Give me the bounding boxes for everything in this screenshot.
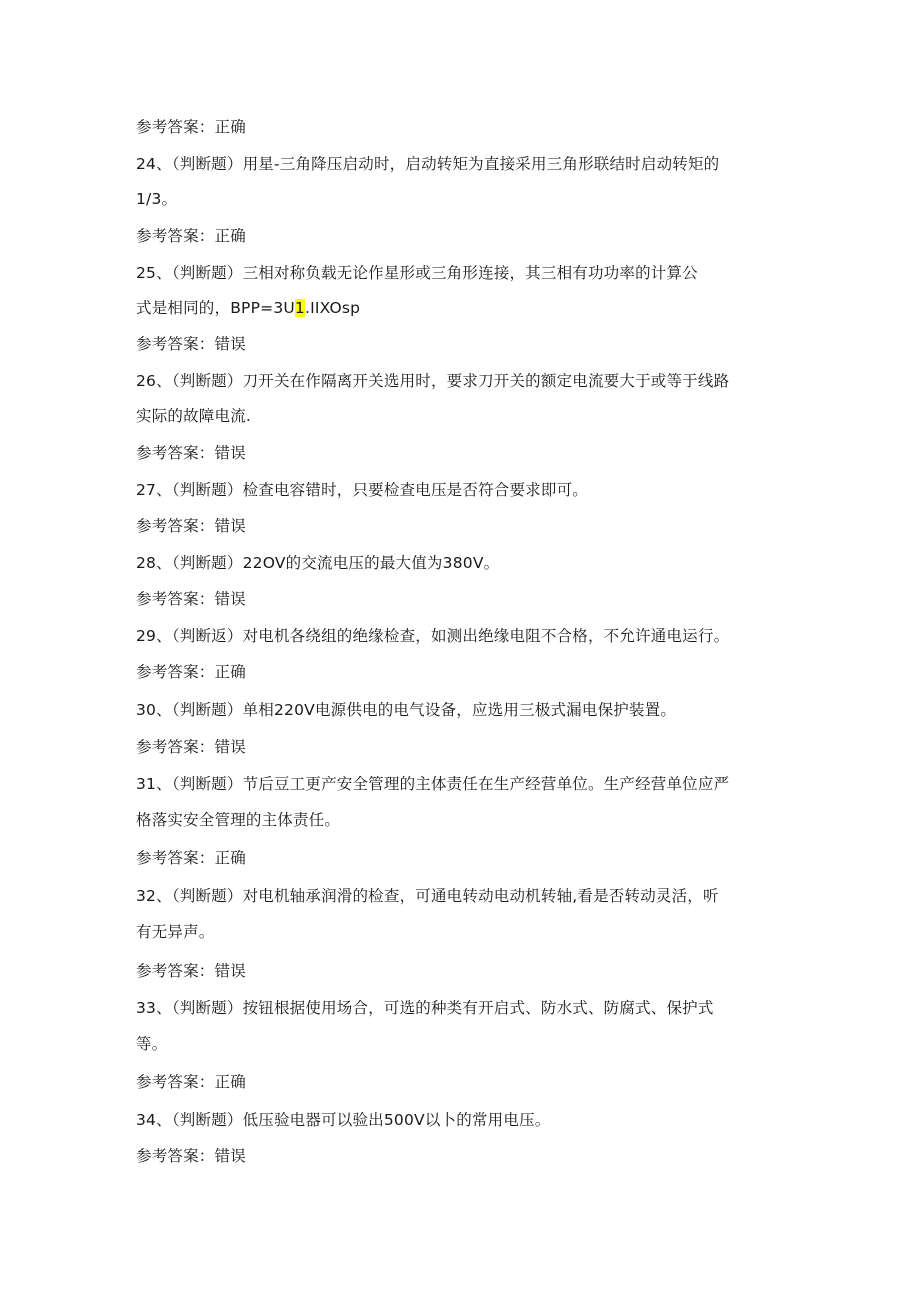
question-32-line-1: 32、（判断题）对电机轴承润滑的检查，可通电转动电动机转轴,看是否转动灵活，听 — [136, 887, 719, 905]
question-26-line-2: 实际的故障电流. — [136, 407, 252, 425]
question-31-line-2: 格落实安全管理的主体责任。 — [136, 811, 341, 829]
question-30-line-1: 30、（判断题）单相220V电源供电的电气设备，应选用三极式漏电保护装置。 — [136, 701, 677, 719]
question-25-line-1: 25、（判断题）三相对称负载无论作星形或三角形连接，其三相有功功率的计算公 — [136, 264, 698, 282]
question-27-line-1: 27、（判断题）检查电容错时，只要检查电压是否符合要求即可。 — [136, 481, 588, 499]
answer-29: 参考答案：正确 — [136, 663, 246, 681]
answer-32: 参考答案：错误 — [136, 962, 246, 980]
formula-prefix: 式是相同的，BPP=3U — [136, 299, 295, 317]
answer-34: 参考答案：错误 — [136, 1147, 246, 1165]
question-26-line-1: 26、（判断题）刀开关在作隔离开关选用时，要求刀开关的额定电流要大于或等于线路 — [136, 372, 730, 390]
question-33-line-1: 33、（判断题）按钮根据使用场合，可选的种类有开启式、防水式、防腐式、保护式 — [136, 999, 714, 1017]
answer-25: 参考答案：错误 — [136, 335, 246, 353]
question-31-line-1: 31、（判断题）节后豆工更产安全管理的主体责任在生产经营单位。生产经营单位应严 — [136, 775, 730, 793]
question-29-line-1: 29、（判断返）对电机各绕组的绝缘检查，如测出绝缘电阻不合格，不允许通电运行。 — [136, 627, 730, 645]
question-33-line-2: 等。 — [136, 1035, 168, 1053]
question-32-line-2: 有无异声。 — [136, 923, 215, 941]
question-25-line-2 — [136, 298, 360, 318]
highlighted-text: 1 — [294, 299, 305, 317]
answer-27: 参考答案：错误 — [136, 517, 246, 535]
answer-28: 参考答案：错误 — [136, 590, 246, 608]
answer-30: 参考答案：错误 — [136, 738, 246, 756]
answer-24: 参考答案：正确 — [136, 227, 246, 245]
question-24-line-1: 24、（判断题）用星-三角降压启动时，启动转矩为直接采用三角形联结时启动转矩的 — [136, 155, 720, 173]
question-24-line-2: 1/3。 — [136, 190, 178, 208]
question-28-line-1: 28、（判断题）22OV的交流电压的最大值为380V。 — [136, 554, 500, 572]
question-34-line-1: 34、（判断题）低压验电器可以验出500V以卜的常用电压。 — [136, 1111, 551, 1129]
answer-line: 参考答案：正确 — [136, 118, 246, 136]
formula-suffix: .IIXOsp — [304, 299, 361, 317]
answer-33: 参考答案：正确 — [136, 1073, 246, 1091]
answer-26: 参考答案：错误 — [136, 444, 246, 462]
answer-31: 参考答案：正确 — [136, 849, 246, 867]
